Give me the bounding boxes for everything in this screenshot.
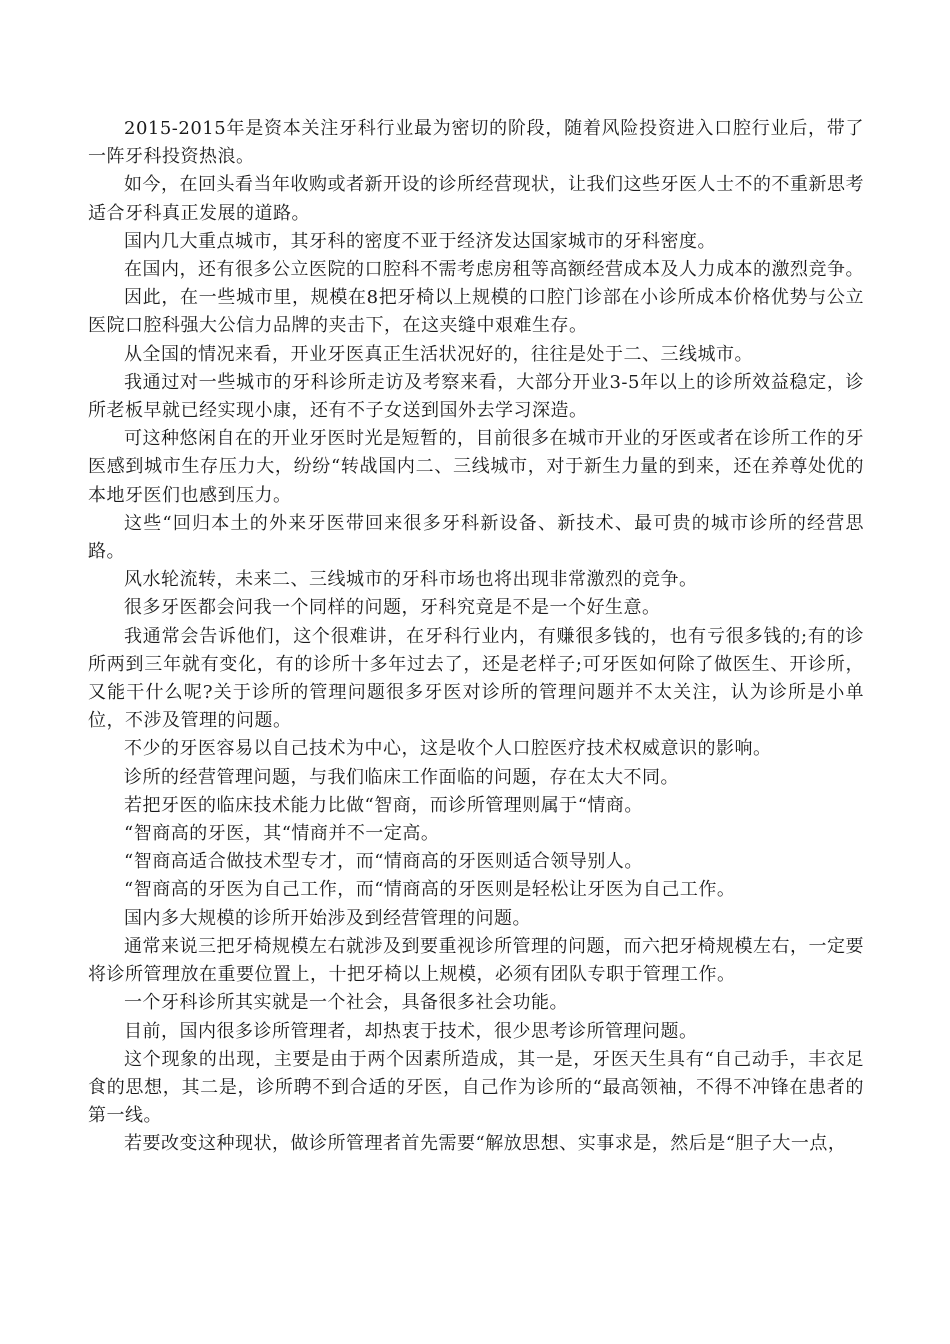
paragraph: 因此，在一些城市里，规模在8把牙椅以上规模的口腔门诊部在小诊所成本价格优势与公立医院口腔科强大公信力品牌的夹击下，在这夹缝中艰难生存。 [88, 287, 864, 337]
paragraph: 国内几大重点城市，其牙科的密度不亚于经济发达国家城市的牙科密度。 [124, 230, 716, 252]
paragraph: 通常来说三把牙椅规模左右就涉及到要重视诊所管理的问题，而六把牙椅规模左右，一定要将诊所管理放在重要位置上，十把牙椅以上规模，必须有团队专职于管理工作。 [88, 935, 864, 986]
paragraph: 2015-2015年是资本关注牙科行业最为密切的阶段，随着风险投资进入口腔行业后，带了一阵牙科投资热浪。 [88, 118, 864, 168]
paragraph: 从全国的情况来看，开业牙医真正生活状况好的，往往是处于二、三线城市。 [124, 343, 753, 365]
paragraph: 可这种悠闲自在的开业牙医时光是短暂的，目前很多在城市开业的牙医或者在诊所工作的牙医感到城市生存压力大，纷纷“转战国内二、三线城市，对于新生力量的到来，还在养尊处优的本地牙医们也感到压力。 [88, 428, 864, 506]
paragraph: “智商高适合做技术型专才，而“情商高的牙医则适合领导别人。 [124, 851, 643, 873]
paragraph: 这些“回归本土的外来牙医带回来很多牙科新设备、新技术、最可贵的城市诊所的经营思路。 [88, 512, 864, 563]
paragraph: 我通常会告诉他们，这个很难讲，在牙科行业内，有赚很多钱的，也有亏很多钱的;有的诊所两到三年就有变化，有的诊所十多年过去了，还是老样子;可牙医如何除了做医生、开诊所，又能干什么呢?关于诊所的管理问题很多牙医对诊所的管理问题并不太关注，认为诊所是小单位，不涉及管理的问题。 [88, 625, 864, 732]
paragraph: 风水轮流转，未来二、三线城市的牙科市场也将出现非常激烈的竞争。 [124, 569, 698, 591]
paragraph: 国内多大规模的诊所开始涉及到经营管理的问题。 [124, 907, 531, 929]
paragraph: 在国内，还有很多公立医院的口腔科不需考虑房租等高额经营成本及人力成本的激烈竞争。 [124, 259, 864, 281]
paragraph: 诊所的经营管理问题，与我们临床工作面临的问题，存在太大不同。 [124, 766, 679, 788]
document-body [88, 115, 864, 1159]
paragraph: 目前，国内很多诊所管理者，却热衷于技术，很少思考诊所管理问题。 [124, 1020, 698, 1042]
paragraph: 这个现象的出现，主要是由于两个因素所造成，其一是，牙医天生具有“自己动手，丰衣足食的思想，其二是，诊所聘不到合适的牙医，自己作为诊所的“最高领袖，不得不冲锋在患者的第一线。 [88, 1048, 864, 1127]
paragraph: 若把牙医的临床技术能力比做“智商，而诊所管理则属于“情商。 [124, 794, 643, 816]
paragraph: 如今，在回头看当年收购或者新开设的诊所经营现状，让我们这些牙医人士不的不重新思考适合牙科真正发展的道路。 [88, 174, 864, 224]
paragraph: “智商高的牙医为自己工作，而“情商高的牙医则是轻松让牙医为自己工作。 [124, 879, 736, 901]
paragraph: “智商高的牙医，其“情商并不一定高。 [124, 823, 440, 845]
paragraph: 不少的牙医容易以自己技术为中心，这是收个人口腔医疗技术权威意识的影响。 [124, 738, 772, 760]
paragraph: 若要改变这种现状，做诊所管理者首先需要“解放思想、实事求是，然后是“胆子大一点， [124, 1133, 847, 1155]
paragraph: 我通过对一些城市的牙科诊所走访及考察来看，大部分开业3-5年以上的诊所效益稳定，诊所老板早就已经实现小康，还有不子女送到国外去学习深造。 [88, 371, 864, 422]
paragraph: 一个牙科诊所其实就是一个社会，具备很多社会功能。 [124, 992, 568, 1014]
paragraph: 很多牙医都会问我一个同样的问题，牙科究竟是不是一个好生意。 [124, 597, 661, 619]
